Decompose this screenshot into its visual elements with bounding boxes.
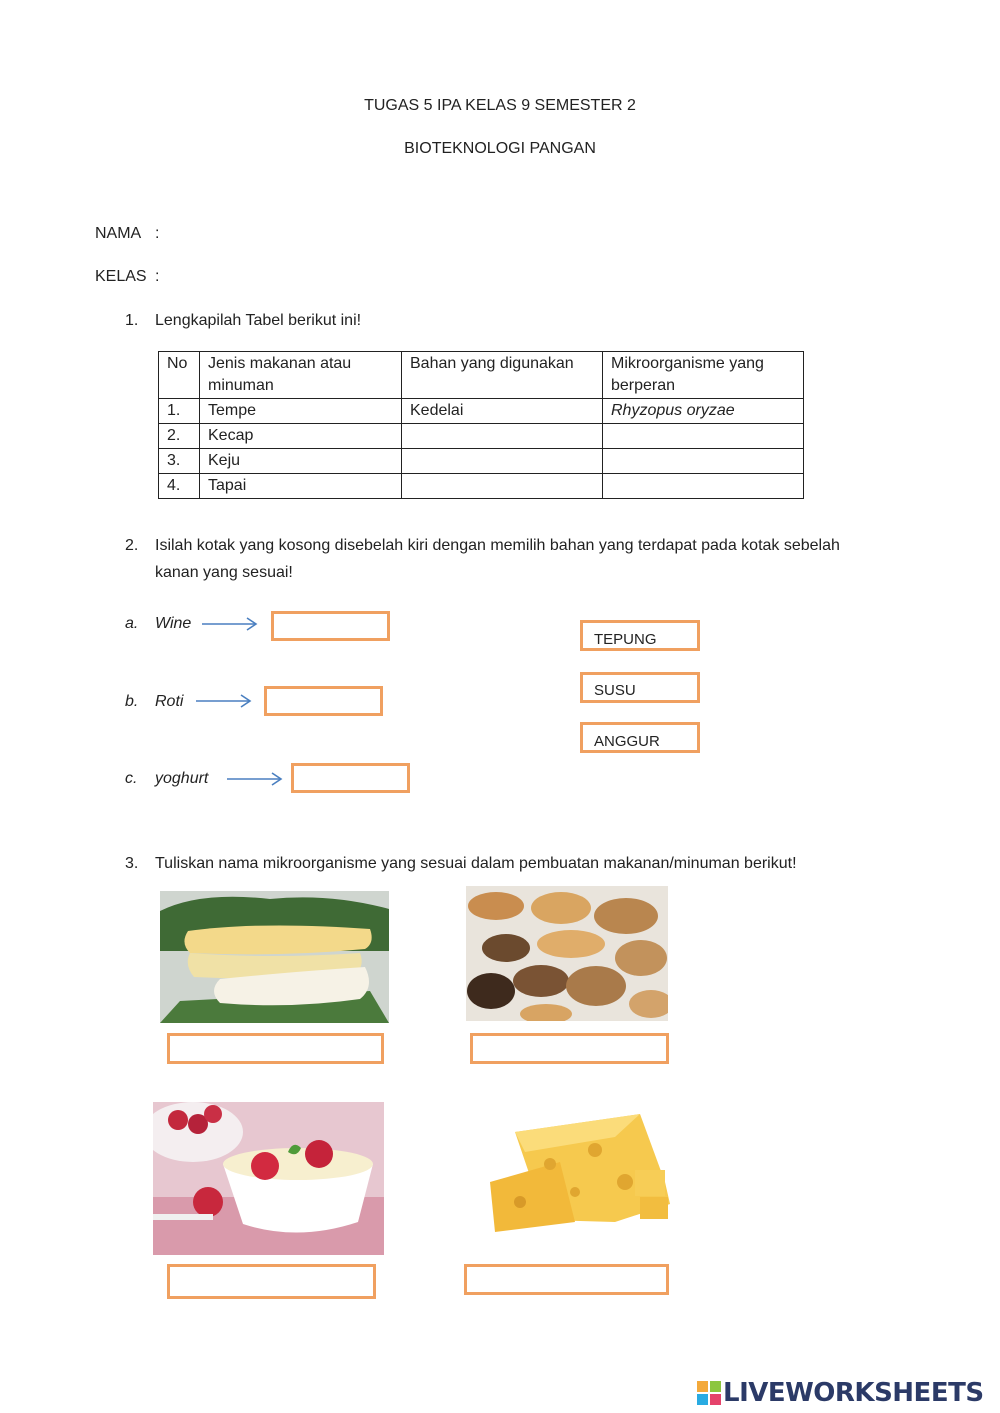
- q2-text-line2: kanan yang sesuai!: [155, 564, 293, 581]
- option-tepung[interactable]: TEPUNG: [580, 620, 700, 651]
- q1-text: Lengkapilah Tabel berikut ini!: [155, 312, 362, 329]
- row-food: Tempe: [200, 399, 402, 424]
- option-susu[interactable]: SUSU: [580, 672, 700, 703]
- q1-number: 1.: [125, 312, 139, 329]
- row-no: 3.: [159, 449, 200, 474]
- row-no: 4.: [159, 474, 200, 499]
- q3-text: Tuliskan nama mikroorganisme yang sesuai dalam pembuatan makanan/minuman berikut!: [155, 855, 797, 872]
- row-material: Kedelai: [402, 399, 603, 424]
- doc-subtitle: BIOTEKNOLOGI PANGAN: [404, 140, 596, 157]
- bread-image: [466, 886, 668, 1021]
- answer-box-cheese[interactable]: [464, 1264, 669, 1295]
- yoghurt-image: [153, 1102, 384, 1255]
- answer-box-yoghurt[interactable]: [291, 763, 410, 793]
- class-colon: :: [155, 268, 160, 285]
- name-colon: :: [155, 225, 160, 242]
- row-microorganism-input[interactable]: [603, 474, 804, 499]
- row-material-input[interactable]: [402, 449, 603, 474]
- tapai-image: [160, 891, 389, 1023]
- row-food: Kecap: [200, 424, 402, 449]
- q2-number: 2.: [125, 537, 139, 554]
- answer-box-bread[interactable]: [470, 1033, 669, 1064]
- table-row: [159, 449, 804, 474]
- cheese-image: [465, 1092, 690, 1252]
- q1-table: [158, 351, 804, 499]
- header-food: Jenis makanan atau minuman: [200, 352, 402, 399]
- header-material: Bahan yang digunakan: [402, 352, 603, 399]
- item-a-label: Wine: [155, 615, 192, 632]
- doc-title: TUGAS 5 IPA KELAS 9 SEMESTER 2: [364, 97, 636, 114]
- row-no: 1.: [159, 399, 200, 424]
- row-food: Keju: [200, 449, 402, 474]
- row-food: Tapai: [200, 474, 402, 499]
- item-c-label: yoghurt: [155, 770, 209, 787]
- table-row: [159, 399, 804, 424]
- row-material-input[interactable]: [402, 424, 603, 449]
- name-label: NAMA: [95, 225, 142, 242]
- answer-box-tapai[interactable]: [167, 1033, 384, 1064]
- header-microorganism: Mikroorganisme yang berperan: [603, 352, 804, 399]
- row-microorganism-input[interactable]: [603, 424, 804, 449]
- row-microorganism-input[interactable]: [603, 449, 804, 474]
- answer-box-wine[interactable]: [271, 611, 390, 641]
- item-a-letter: a.: [125, 615, 139, 632]
- answer-box-yoghurt-image[interactable]: [167, 1264, 376, 1299]
- option-anggur[interactable]: ANGGUR: [580, 722, 700, 753]
- table-header-row: [159, 352, 804, 399]
- table-row: [159, 424, 804, 449]
- row-microorganism: Rhyzopus oryzae: [603, 399, 804, 424]
- table-row: [159, 474, 804, 499]
- q2-text-line1: Isilah kotak yang kosong disebelah kiri dengan memilih bahan yang terdapat pada kotak sebelah: [155, 537, 840, 554]
- item-c-letter: c.: [125, 770, 138, 787]
- liveworksheets-brand[interactable]: LIVEWORKSHEETS: [723, 1378, 984, 1408]
- arrow-right-icon: [201, 617, 259, 631]
- arrow-right-icon: [226, 772, 284, 786]
- q3-number: 3.: [125, 855, 139, 872]
- liveworksheets-logo-icon: [697, 1381, 721, 1405]
- item-b-letter: b.: [125, 693, 139, 710]
- answer-box-roti[interactable]: [264, 686, 383, 716]
- arrow-right-icon: [195, 694, 253, 708]
- header-no: No: [159, 352, 200, 399]
- class-label: KELAS: [95, 268, 147, 285]
- row-material-input[interactable]: [402, 474, 603, 499]
- row-no: 2.: [159, 424, 200, 449]
- item-b-label: Roti: [155, 693, 184, 710]
